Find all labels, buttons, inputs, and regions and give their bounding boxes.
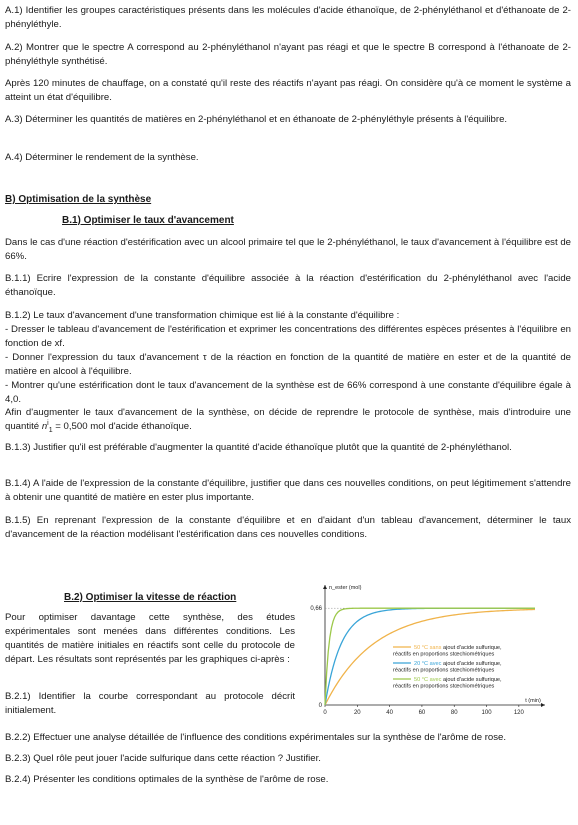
- question-b13: B.1.3) Justifier qu'il est préférable d'augmenter la quantité d'acide éthanoïque plutôt que la quantité de 2-phényléthanol.: [5, 442, 512, 453]
- legend-temp: 50 °C: [414, 677, 430, 683]
- question-b21: B.2.1) Identifier la courbe correspondant au protocole décrit initialement.: [5, 691, 295, 716]
- legend-mode: avec: [429, 677, 442, 683]
- y-tick-label: 0: [318, 703, 322, 709]
- ester-amount-chart: [305, 575, 575, 725]
- question-a1: A.1) Identifier les groupes caractéristiques présents dans les molécules d'acide éthanoïque, de 2-phényléthanol et d'éthanoate de 2-phényléthyle.: [5, 5, 571, 30]
- text-augment-pre: Afin d'augmenter le taux d'avancement de la synthèse, on décide de reprendre le protocole de synthèse, mais d'introduire une quantité: [5, 407, 571, 432]
- question-a3: A.3) Déterminer les quantités de matières en 2-phényléthanol et en éthanoate de 2-phényléthyle présents à l'équilibre.: [5, 114, 508, 125]
- text-augment-post: = 0,500 mol d'acide éthanoïque.: [52, 421, 192, 432]
- x-tick-label: 100: [481, 710, 492, 716]
- x-tick-label: 0: [323, 710, 327, 716]
- chart-legend: [393, 645, 502, 690]
- question-b12-dash2: - Donner l'expression du taux d'avancement τ de la réaction en fonction de la quantité de matière en ester et de la quantité de matière en alcool à l'équilibre.: [5, 352, 571, 377]
- legend-sublabel-2: réactifs en proportions stœchiométriques: [393, 667, 495, 674]
- legend-rest: ajout d'acide sulfurique,: [441, 661, 502, 667]
- section-b2-title: B.2) Optimiser la vitesse de réaction: [64, 592, 237, 603]
- y-axis-label: n_ester (mol): [329, 585, 362, 591]
- question-b15: B.1.5) En reprenant l'expression de la constante d'équilibre et en d'aidant d'un tableau d'avancement, déterminer le taux d'avancement de la réaction modélisant l'estérification dans ces nouvelles conditions.: [5, 515, 571, 540]
- text-b2-intro: Pour optimiser davantage cette synthèse, des études expérimentales sont menées dans différentes conditions. Les quantités de matière initiales en réactifs sont celle du protocole de départ. Les résultats sont représentés par les graphiques ci-après :: [5, 612, 295, 665]
- text-equilibrium: Après 120 minutes de chauffage, on a constaté qu'il reste des réactifs n'ayant pas réagi. On considère qu'à ce moment le système a atteint un état d'équilibre.: [5, 78, 571, 103]
- legend-label-1: [414, 645, 502, 651]
- x-tick-label: 120: [513, 710, 524, 716]
- question-b12-title: B.1.2) Le taux d'avancement d'une transformation chimique est lié à la constante d'équilibre :: [5, 310, 400, 321]
- text-augment: [5, 406, 571, 434]
- legend-label-3: [414, 677, 502, 683]
- legend-mode: sans: [429, 645, 442, 651]
- x-axis-arrow: [541, 703, 545, 707]
- question-b14: B.1.4) A l'aide de l'expression de la constante d'équilibre, justifier que dans ces nouvelles conditions, on peut légitimement s'attendre à obtenir une quantité de matière en ester plus importante.: [5, 478, 571, 503]
- text-b1-intro: Dans le cas d'une réaction d'estérification avec un alcool primaire tel que le 2-phényléthanol, le taux d'avancement à l'équilibre est de 66%.: [5, 237, 571, 262]
- question-b12-dash1: - Dresser le tableau d'avancement de l'estérification et exprimer les concentrations des différentes espèces présentes à l'équilibre en fonction de xf.: [5, 324, 571, 349]
- question-b22: B.2.2) Effectuer une analyse détaillée de l'influence des conditions expérimentales sur la synthèse de l'arôme de rose.: [5, 732, 507, 743]
- legend-mode: avec: [429, 661, 442, 667]
- x-tick-label: 40: [386, 710, 393, 716]
- legend-temp: 20 °C: [414, 661, 430, 667]
- question-b23: B.2.3) Quel rôle peut jouer l'acide sulfurique dans cette réaction ? Justifier.: [5, 753, 321, 764]
- section-b1-title: B.1) Optimiser le taux d'avancement: [62, 215, 234, 226]
- section-b-title: B) Optimisation de la synthèse: [5, 194, 152, 205]
- x-axis-label: t (min): [525, 698, 541, 704]
- legend-sublabel-1: réactifs en proportions stœchiométriques: [393, 651, 495, 658]
- legend-rest: ajout d'acide sulfurique,: [441, 677, 502, 683]
- legend-label-2: [414, 661, 502, 667]
- question-b24: B.2.4) Présenter les conditions optimales de la synthèse de l'arôme de rose.: [5, 774, 329, 785]
- legend-rest: ajout d'acide sulfurique,: [441, 645, 502, 651]
- x-tick-label: 20: [353, 710, 361, 716]
- question-a4: A.4) Déterminer le rendement de la synthèse.: [5, 152, 199, 163]
- symbol-n-sub: 1: [48, 426, 53, 434]
- question-b12-dash3: - Montrer qu'une estérification dont le taux d'avancement de la synthèse est de 66% correspond à une constante d'équilibre égale à 4,0.: [5, 380, 571, 405]
- question-a2: A.2) Montrer que le spectre A correspond au 2-phényléthanol n'ayant pas réagi et que le spectre B correspond à l'éthanoate de 2-phényléthyle synthétisé.: [5, 42, 571, 67]
- legend-sublabel-3: réactifs en proportions stœchiométriques: [393, 683, 495, 690]
- x-tick-label: 80: [450, 710, 458, 716]
- x-tick-label: 60: [418, 710, 426, 716]
- y-tick-label: 0,66: [310, 606, 322, 613]
- symbol-n: n: [41, 421, 48, 432]
- symbol-n-sup: i: [47, 419, 49, 427]
- question-b11: B.1.1) Ecrire l'expression de la constante d'équilibre associée à la réaction d'estérification du 2-phényléthanol avec l'acide éthanoïque.: [5, 273, 571, 298]
- legend-temp: 50 °C: [414, 645, 430, 651]
- y-axis-arrow: [323, 585, 327, 589]
